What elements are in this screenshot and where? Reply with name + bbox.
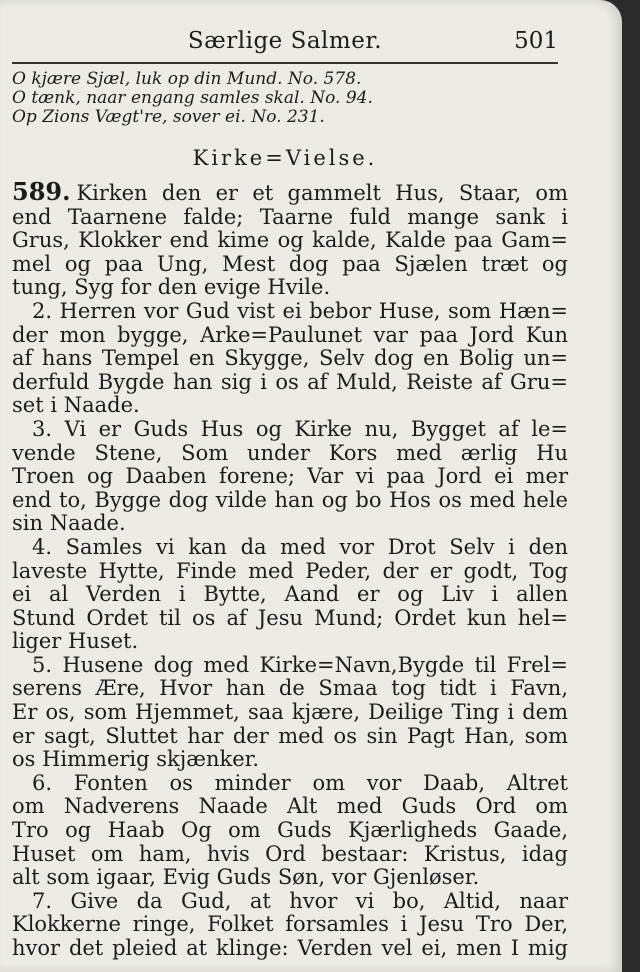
hymn-line: Er os, som Hjemmet, saa kjære, Deilige Ting i dem [12,700,568,725]
page-header [12,28,558,64]
hymn-line: Stund Ordet til os af Jesu Mund; Ordet kun hel= [12,605,568,630]
hymn-line [12,177,568,206]
page-number: 501 [514,28,558,54]
hymn-line: er sagt, Sluttet har der med os sin Pagt Han, som [12,723,568,748]
reference-line: Op Zions Vægt're, sover ei. No. 231. [12,107,325,127]
hymn-line: Tro og Haab Og om Guds Kjærligheds Gaade, [12,818,568,843]
hymn-line: mel og paa Ung, Mest dog paa Sjælen træt og [12,251,568,276]
hymn-line: Klokkerne ringe, Folket forsamles i Jesu Tro Der, [12,912,568,937]
verse-line-text: 5. Husene dog med Kirke=Navn,Bygde til Frel= [32,652,568,677]
reference-line: O tænk, naar engang samles skal. No. 94. [12,88,373,108]
hymn-line: end to, Bygge dog vilde han og bo Hos os med hele [12,487,568,512]
reference-line: O kjære Sjæl, luk op din Mund. No. 578. [12,69,362,89]
hymn-line: Grus, Klokker end kime og kalde, Kalde paa Gam= [12,228,568,253]
hymn-line: af hans Tempel en Skygge, Selv dog en Bolig un= [12,346,568,371]
hymn-line: hvor det pleied at klinge: Verden vel ei, men I mig [12,936,568,960]
hymn-line: os Himmerig skjænker. [12,747,260,772]
hymn-line: om Nadverens Naade Alt med Guds Ord om [12,794,568,819]
hymn-line [12,772,568,796]
hymn-line: ei al Verden i Bytte, Aand er og Liv i allen [12,582,568,607]
hymn-line [12,418,568,442]
hymn-line: tung, Syg for den evige Hvile. [12,275,331,300]
hymn-line-text: Kirken den er et gammelt Hus, Staar, om [76,181,568,205]
hymn-line: alt som igaar, Evig Guds Søn, vor Gjenløser. [12,865,480,890]
hymn-line: laveste Hytte, Finde med Peder, der er godt, Tog [12,558,568,583]
hymn-line: derfuld Bygde han sig i os af Muld, Reiste af Gru= [12,369,568,394]
hymn-line: serens Ære, Hvor han de Smaa tog tidt i Favn, [12,676,568,701]
hymn-line: sin Naade. [12,511,126,536]
verse-line-text: 2. Herren vor Gud vist ei bebor Huse, som Hæn= [32,298,568,323]
hymn-line: Troen og Daaben forene; Var vi paa Jord ei mer [12,464,568,489]
section-heading: Kirke=Vielse. [192,146,378,170]
hymn-line [12,300,568,324]
hymn-line [12,654,568,678]
hymn-line: end Taarnene falde; Taarne fuld mange sank i [12,204,568,229]
verse-line-text: 7. Give da Gud, at hvor vi bo, Altid, naar [32,888,568,913]
verse-line-text: 6. Fonten os minder om vor Daab, Altret [32,770,568,795]
hymn-references [12,70,572,127]
hymn-line [12,536,568,560]
hymn-line: vende Stene, Som under Kors med ærlig Hu [12,440,568,465]
running-title: Særlige Salmer. [187,28,383,54]
verse-line-text: 3. Vi er Guds Hus og Kirke nu, Bygget af le= [32,416,568,441]
hymn-line: der mon bygge, Arke=Paulunet var paa Jord Kun [12,322,568,347]
hymn-number: 589. [12,177,71,206]
hymn-line: set i Naade. [12,393,140,418]
hymn-line: Huset om ham, hvis Ord bestaar: Kristus, idag [12,841,568,866]
hymn-line [12,890,568,914]
hymn-line: liger Huset. [12,629,139,654]
verse-line-text: 4. Samles vi kan da med vor Drot Selv i den [32,534,568,559]
hymn-text [12,177,568,961]
